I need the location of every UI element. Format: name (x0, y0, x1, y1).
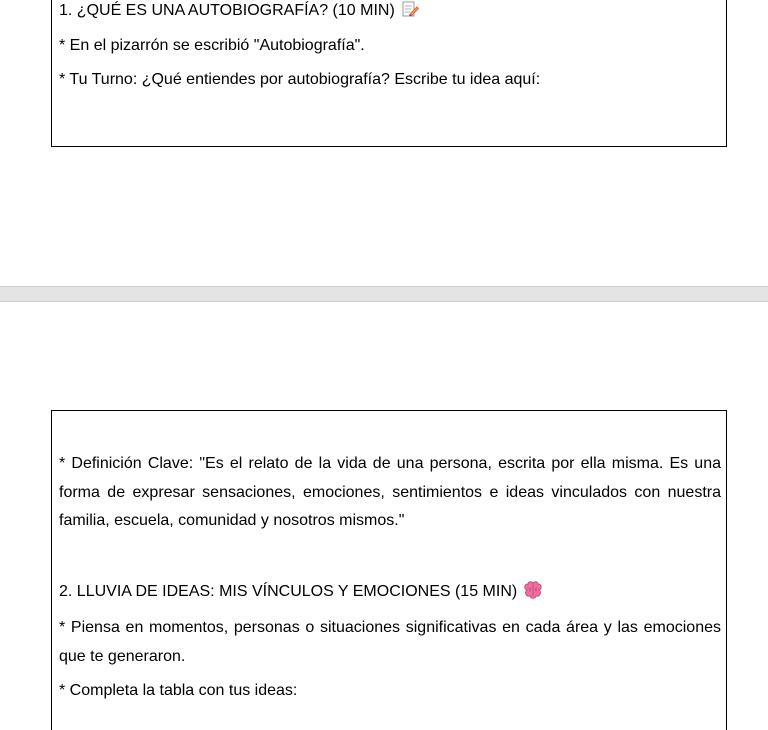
page-break-gap (0, 286, 768, 302)
section-2-bullet-2: * Completa la tabla con tus ideas: (59, 682, 298, 699)
section-1-bullet-1: * En el pizarrón se escribió "Autobiografía". (59, 37, 365, 54)
memo-pencil-icon (401, 0, 419, 24)
section-1-heading: 1. ¿QUÉ ES UNA AUTOBIOGRAFÍA? (10 MIN) (59, 0, 419, 24)
section-2-heading: 2. LLUVIA DE IDEAS: MIS VÍNCULOS Y EMOCIONES (15 MIN) (59, 581, 543, 605)
brain-icon (523, 581, 543, 605)
document-page-1 (0, 0, 768, 286)
section-1-bullet-2: * Tu Turno: ¿Qué entiendes por autobiografía? Escribe tu idea aquí: (59, 71, 541, 88)
section-2-bullet-1: * Piensa en momentos, personas o situaciones significativas en cada área y las emociones que te generaron. (59, 619, 721, 665)
definition-paragraph: * Definición Clave: "Es el relato de la vida de una persona, escrita por ella misma. Es una forma de expresar sensaciones, emociones, sentimientos e ideas vinculados con nuestra familia, escuela, comunidad y nosotros mismos." (59, 455, 721, 529)
